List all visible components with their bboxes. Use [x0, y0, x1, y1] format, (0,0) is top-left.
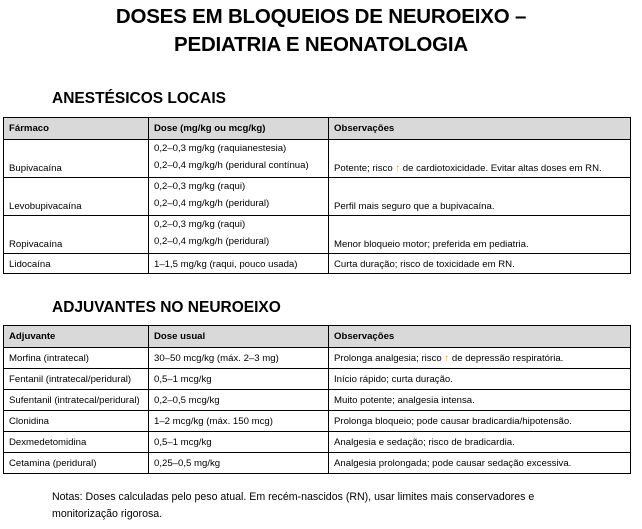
cell-dose: 1–2 mcg/kg (máx. 150 mcg) — [149, 411, 329, 432]
cell-farmaco: Ropivacaína — [4, 216, 149, 254]
obs-text: Potente; risco — [334, 163, 396, 174]
cell-dose — [149, 216, 329, 254]
dose-line: 0,2–0,3 mg/kg (raqui) — [154, 181, 246, 192]
dose-line: 0,2–0,4 mg/kg/h (peridural) — [154, 236, 270, 247]
section-heading-anestesicos: ANESTÉSICOS LOCAIS — [52, 90, 226, 107]
cell-observacoes: Menor bloqueio motor; preferida em pediatria. — [329, 216, 631, 254]
table-row — [4, 254, 631, 274]
table-row — [4, 432, 631, 453]
cell-farmaco: Bupivacaína — [4, 140, 149, 178]
cell-observacoes: Prolonga bloqueio; pode causar bradicardia/hipotensão. — [329, 411, 631, 432]
table-row — [4, 369, 631, 390]
table-row — [4, 140, 631, 178]
dose-line: 0,2–0,4 mg/kg/h (peridural contínua) — [154, 160, 309, 171]
cell-observacoes: Analgesia e sedação; risco de bradicardia. — [329, 432, 631, 453]
table-row — [4, 411, 631, 432]
cell-dose: 0,5–1 mcg/kg — [149, 369, 329, 390]
table-row — [4, 178, 631, 216]
table-header-row — [4, 118, 631, 140]
cell-dose: 1–1,5 mg/kg (raqui, pouco usada) — [149, 254, 329, 274]
column-header-observacoes: Observações — [329, 118, 631, 140]
table-row — [4, 453, 631, 474]
cell-observacoes: Analgesia prolongada; pode causar sedação excessiva. — [329, 453, 631, 474]
section-heading-adjuvantes: ADJUVANTES NO NEUROEIXO — [52, 299, 281, 316]
cell-dose: 0,2–0,5 mcg/kg — [149, 390, 329, 411]
cell-adjuvante: Morfina (intratecal) — [4, 348, 149, 369]
dose-line: 0,2–0,3 mg/kg (raquianestesia) — [154, 143, 287, 154]
obs-text: de depressão respiratória. — [449, 352, 564, 364]
column-header-dose-usual: Dose usual — [149, 326, 329, 348]
cell-observacoes: Perfil mais seguro que a bupivacaína. — [329, 178, 631, 216]
cell-adjuvante: Dexmedetomidina — [4, 432, 149, 453]
notes-text: Notas: Doses calculadas pelo peso atual. Em recém-nascidos (RN), usar limites mais conservadores e monitorização rigorosa. — [52, 491, 535, 520]
increase-arrow-icon: ↑ — [395, 163, 401, 174]
page-title — [0, 3, 642, 59]
column-header-observacoes: Observações — [329, 326, 631, 348]
anestesicos-table — [3, 117, 631, 274]
table-header-row — [4, 326, 631, 348]
obs-text: de cardiotoxicidade. Evitar altas doses em RN. — [400, 163, 602, 174]
dose-line: 0,2–0,4 mg/kg/h (peridural) — [154, 198, 270, 209]
cell-farmaco: Lidocaína — [4, 254, 149, 274]
cell-adjuvante: Sufentanil (intratecal/peridural) — [4, 390, 149, 411]
cell-dose: 0,5–1 mcg/kg — [149, 432, 329, 453]
cell-adjuvante: Fentanil (intratecal/peridural) — [4, 369, 149, 390]
table-row — [4, 390, 631, 411]
cell-dose — [149, 140, 329, 178]
increase-arrow-icon: ↑ — [444, 352, 450, 364]
cell-observacoes: Muito potente; analgesia intensa. — [329, 390, 631, 411]
cell-farmaco: Levobupivacaína — [4, 178, 149, 216]
page-title-line-2: PEDIATRIA E NEONATOLOGIA — [174, 33, 468, 56]
cell-adjuvante: Clonidina — [4, 411, 149, 432]
table-row — [4, 348, 631, 369]
cell-observacoes — [329, 140, 631, 178]
cell-observacoes: Início rápido; curta duração. — [329, 369, 631, 390]
obs-text: Prolonga analgesia; risco — [334, 352, 445, 364]
cell-observacoes: Curta duração; risco de toxicidade em RN. — [329, 254, 631, 274]
table-row — [4, 216, 631, 254]
cell-dose — [149, 178, 329, 216]
cell-observacoes — [329, 348, 631, 369]
adjuvantes-table — [3, 325, 631, 474]
page-title-line-1: DOSES EM BLOQUEIOS DE NEUROEIXO – — [115, 5, 527, 28]
column-header-dose: Dose (mg/kg ou mcg/kg) — [149, 118, 329, 140]
cell-adjuvante: Cetamina (peridural) — [4, 453, 149, 474]
cell-dose: 0,25–0,5 mg/kg — [149, 453, 329, 474]
cell-dose: 30–50 mcg/kg (máx. 2–3 mg) — [149, 348, 329, 369]
dose-line: 0,2–0,3 mg/kg (raqui) — [154, 219, 246, 230]
column-header-farmaco: Fármaco — [4, 118, 149, 140]
column-header-adjuvante: Adjuvante — [4, 326, 149, 348]
